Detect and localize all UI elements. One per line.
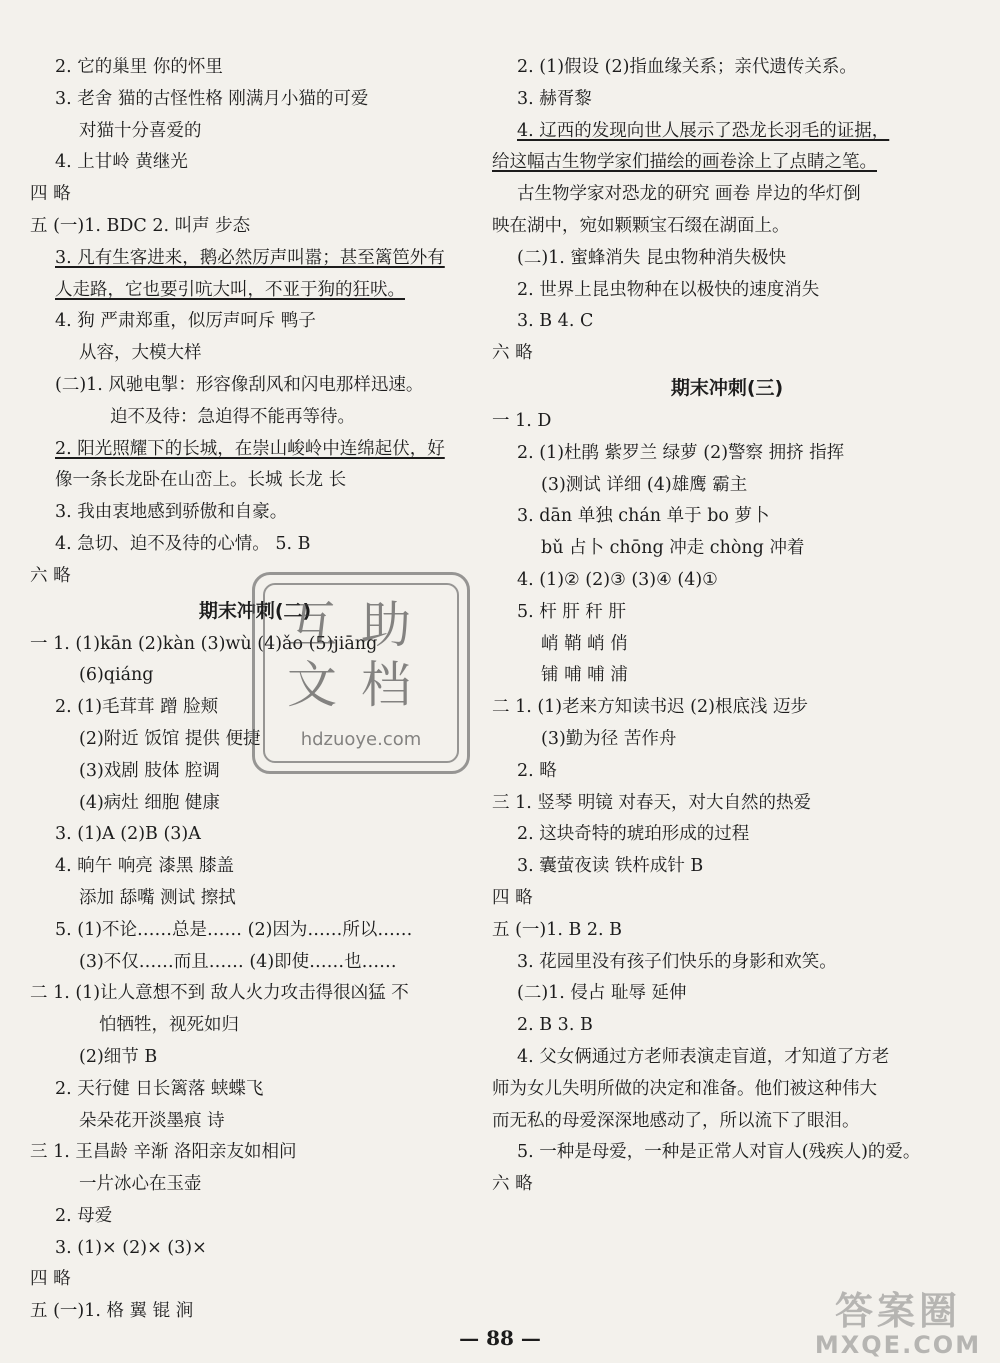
- answer-line: (2)细节 B: [79, 1046, 158, 1067]
- answer-line: 3. dān 单独 chán 单于 bo 萝卜: [517, 506, 770, 527]
- answer-line: 5. 杆 肝 秆 肝: [517, 601, 626, 622]
- answer-line: 3. 花园里没有孩子们快乐的身影和欢笑。: [517, 951, 837, 972]
- answer-line: 朵朵花开淡墨痕 诗: [79, 1110, 225, 1131]
- answer-line: 4. 急切、迫不及待的心情。 5. B: [55, 533, 311, 554]
- answer-line: 三 1. 王昌龄 辛渐 洛阳亲友如相问: [30, 1142, 297, 1163]
- answer-line: 五 (一)1. B 2. B: [492, 919, 623, 940]
- answer-line: 4. 晌午 响亮 漆黑 膝盖: [55, 856, 234, 877]
- answer-line: (二)1. 侵占 耻辱 延伸: [517, 983, 687, 1004]
- answer-line: 一 1. (1)kān (2)kàn (3)wù (4)ǎo (5)jiāng: [30, 633, 378, 654]
- answer-line: 古生物学家对恐龙的研究 画卷 岸边的华灯倒: [517, 184, 861, 205]
- answer-line: (3)戏剧 肢体 腔调: [79, 760, 220, 781]
- answer-line: 从容，大模大样: [79, 343, 202, 364]
- answer-line: 对猫十分喜爱的: [79, 120, 202, 141]
- answer-line: 3. 我由衷地感到骄傲和自豪。: [55, 502, 288, 523]
- answer-line: 2. (1)杜鹃 紫罗兰 绿萝 (2)警察 拥挤 指挥: [517, 442, 845, 463]
- answer-line: 二 1. (1)让人意想不到 敌人火力攻击得很凶猛 不: [30, 983, 409, 1004]
- answer-line: 六 略: [30, 565, 71, 586]
- answer-line: 4. 父女俩通过方老师表演走盲道，才知道了方老: [517, 1046, 890, 1067]
- answer-line: 迫不及待：急迫得不能再等待。: [110, 406, 355, 427]
- answer-line: 添加 舔嘴 测试 擦拭: [79, 887, 236, 908]
- right-answer-column: [492, 52, 962, 1201]
- answer-line: 四 略: [30, 184, 71, 205]
- answer-line: 2. 略: [517, 760, 557, 781]
- answer-line: 怕牺牲，视死如归: [99, 1015, 239, 1036]
- answer-line: (3)勤为径 苦作舟: [541, 728, 677, 749]
- answer-line: (二)1. 蜜蜂消失 昆虫物种消失极快: [517, 247, 786, 268]
- answer-line: 五 (一)1. BDC 2. 叫声 步态: [30, 215, 251, 236]
- answer-line: 映在湖中，宛如颗颗宝石缀在湖面上。: [492, 215, 790, 236]
- corner-logo-line2: MXQE.COM: [814, 1331, 982, 1359]
- answer-line: 五 (一)1. 格 翼 锟 涧: [30, 1301, 194, 1322]
- watermark-url: hdzuoye.com: [300, 729, 422, 750]
- answer-line: 2. 天行健 日长篱落 蛱蝶飞: [55, 1078, 264, 1099]
- answer-line: 2. 阳光照耀下的长城，在崇山峻岭中连绵起伏，好: [55, 438, 445, 459]
- section-title: 期末冲刺(三): [670, 376, 784, 399]
- answer-line: 给这幅古生物学家们描绘的画卷涂上了点睛之笔。: [492, 152, 877, 173]
- answer-line: 3. 赫胥黎: [517, 88, 592, 109]
- answer-line: 2. 它的巢里 你的怀里: [55, 57, 223, 77]
- page-number: — 88 —: [459, 1326, 541, 1350]
- watermark-line2: 文档: [287, 656, 435, 714]
- answer-line: 人走路，它也要引吭大叫，不亚于狗的狂吠。: [55, 279, 405, 300]
- corner-logo: [808, 1280, 988, 1358]
- answer-line: 3. (1)A (2)B (3)A: [55, 824, 201, 845]
- answer-line: (4)病灶 细胞 健康: [79, 792, 220, 813]
- answer-line: 三 1. 竖琴 明镜 对春天，对大自然的热爱: [492, 792, 811, 813]
- answer-line: 3. 凡有生客进来，鹅必然厉声叫嚣；甚至篱笆外有: [55, 247, 445, 268]
- section-title: 期末冲刺(二): [198, 599, 312, 622]
- answer-line: 师为女儿失明所做的决定和准备。他们被这种伟大: [492, 1078, 877, 1099]
- answer-line: (6)qiáng: [79, 665, 154, 686]
- watermark-line1: 互助: [287, 596, 435, 654]
- answer-line: 2. 这块奇特的琥珀形成的过程: [517, 824, 750, 845]
- answer-line: 3. (1)× (2)× (3)×: [55, 1237, 207, 1258]
- answer-line: 四 略: [30, 1269, 71, 1290]
- answer-line: (3)不仅……而且…… (4)即使……也……: [79, 951, 397, 972]
- answer-line: 而无私的母爱深深地感动了，所以流下了眼泪。: [492, 1110, 860, 1131]
- answer-line: 2. (1)毛茸茸 蹭 脸颊: [55, 697, 219, 718]
- answer-line: 5. 一种是母爱，一种是正常人对盲人(残疾人)的爱。: [517, 1142, 921, 1163]
- answer-line: 六 略: [492, 1174, 533, 1195]
- answer-line: 4. 上甘岭 黄继光: [55, 152, 188, 173]
- answer-line: 像一条长龙卧在山峦上。长城 长龙 长: [55, 470, 347, 491]
- answer-line: 2. 母爱: [55, 1205, 113, 1226]
- answer-line: (2)附近 饭馆 提供 便捷: [79, 728, 261, 749]
- answer-line: 4. 狗 严肃郑重，似厉声呵斥 鸭子: [55, 311, 316, 332]
- answer-line: 5. (1)不论……总是…… (2)因为……所以……: [55, 919, 413, 940]
- answer-line: 2. 世界上昆虫物种在以极快的速度消失: [517, 279, 820, 300]
- answer-line: (二)1. 风驰电掣：形容像刮风和闪电那样迅速。: [55, 374, 424, 395]
- answer-line: 2. B 3. B: [517, 1015, 593, 1036]
- answer-line: 4. 辽西的发现向世人展示了恐龙长羽毛的证据，: [517, 120, 890, 141]
- answer-line: 3. 囊萤夜读 铁杵成针 B: [517, 856, 704, 877]
- answer-line: 2. (1)假设 (2)指血缘关系；亲代遗传关系。: [517, 57, 857, 77]
- answer-line: 4. (1)② (2)③ (3)④ (4)①: [517, 569, 718, 590]
- answer-line: 六 略: [492, 343, 533, 364]
- answer-line: 铺 哺 哺 浦: [541, 665, 628, 686]
- watermark-stamp: [252, 572, 470, 774]
- answer-line: 一 1. D: [492, 410, 552, 431]
- answer-line: 四 略: [492, 887, 533, 908]
- answer-line: 峭 鞘 峭 俏: [541, 633, 628, 654]
- answer-line: (3)测试 详细 (4)雄鹰 霸主: [541, 474, 748, 495]
- answer-line: 3. 老舍 猫的古怪性格 刚满月小猫的可爱: [55, 88, 369, 109]
- answer-line: 3. B 4. C: [517, 311, 594, 332]
- corner-logo-line1: 答案圈: [834, 1289, 961, 1333]
- answer-line: bǔ 占卜 chōng 冲走 chòng 冲着: [541, 538, 805, 559]
- answer-line: 一片冰心在玉壶: [79, 1174, 202, 1195]
- answer-line: 二 1. (1)老来方知读书迟 (2)根底浅 迈步: [492, 697, 809, 718]
